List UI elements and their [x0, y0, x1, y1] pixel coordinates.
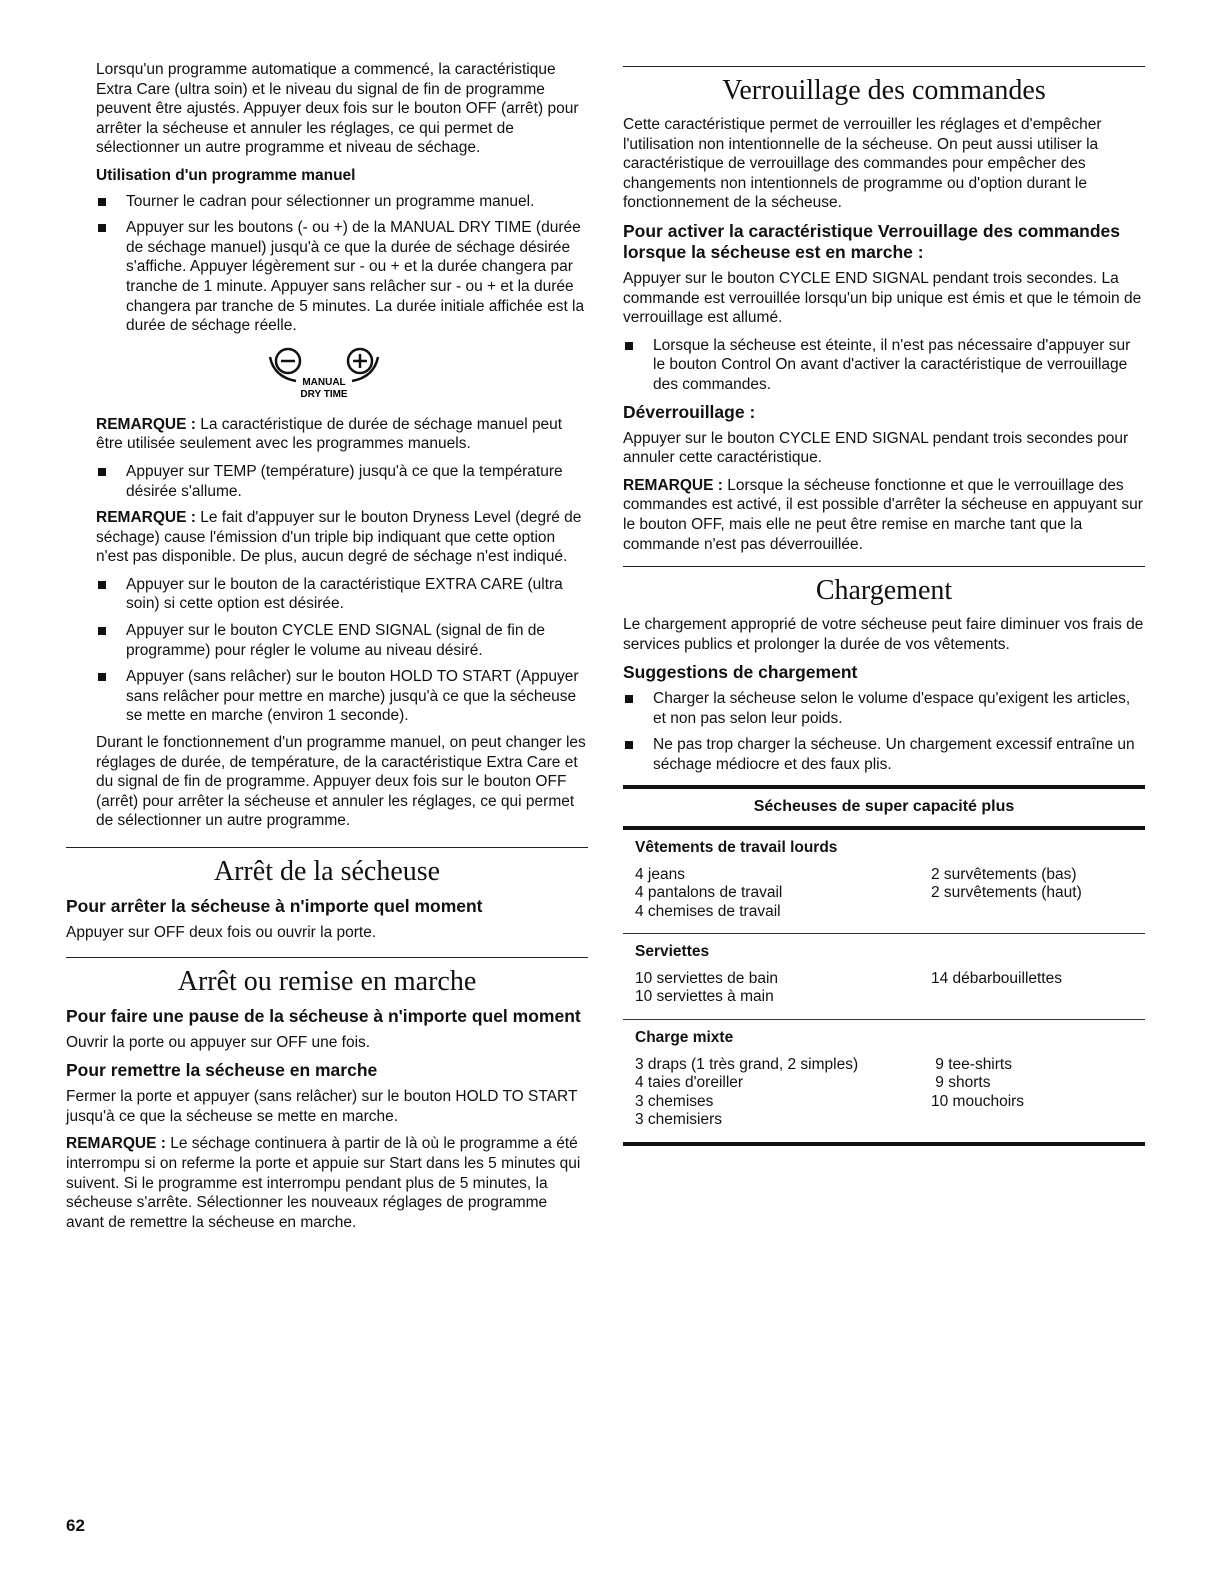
table-group-towels [623, 934, 1145, 1019]
unlock-subheading: Déverrouillage : [623, 401, 756, 422]
table-cell: 3 chemises [635, 1092, 714, 1110]
group-title: Vêtements de travail lourds [635, 839, 838, 857]
divider [66, 847, 588, 848]
remark-label: REMARQUE : [623, 476, 723, 494]
group-title: Serviettes [635, 943, 710, 961]
minus-plus-buttons-icon [256, 343, 396, 401]
remark-text: Le séchage continuera à partir de là où le programme a été interrompu si on referme la porte et appuie sur Start dans les 5 minutes qui suivent. Si le programme est interrompu pendant plus de 5 minutes, la sécheuse s'arrête. Sélectionner les nouveaux réglages de programme avant de remettre la sécheuse en marche. [66, 1135, 581, 1231]
manual-heading: Utilisation d'un programme manuel [96, 166, 356, 184]
list-item: Appuyer sur le bouton CYCLE END SIGNAL (signal de fin de programme) pour régler le volume au niveau désiré. [96, 621, 588, 660]
pause-text: Ouvrir la porte ou appuyer sur OFF une fois. [66, 1033, 371, 1051]
unlock-paragraph: Appuyer sur le bouton CYCLE END SIGNAL pendant trois secondes pour annuler cette caractéristique. [623, 429, 1129, 467]
remark-paragraph [623, 476, 1145, 554]
table-group-mixed [623, 1020, 1145, 1142]
pause-subheading: Pour faire une pause de la sécheuse à n'importe quel moment [66, 1005, 581, 1026]
remark-paragraph [66, 1134, 588, 1232]
table-cell: 2 survêtements (haut) [931, 884, 1082, 902]
suggest-bullets [623, 689, 1145, 774]
remark-block-2 [66, 508, 588, 567]
list-item: Lorsque la sécheuse est éteinte, il n'est pas nécessaire d'appuyer sur le bouton Control On avant d'activer la caractéristique de verrouillage des commandes. [623, 336, 1145, 395]
divider [66, 957, 588, 958]
list-item: Ne pas trop charger la sécheuse. Un chargement excessif entraîne un séchage médiocre et des faux plis. [623, 735, 1145, 774]
remark-label: REMARQUE : [96, 509, 196, 527]
list-item: Appuyer sur le bouton de la caractéristique EXTRA CARE (ultra soin) si cette option est désirée. [96, 575, 588, 614]
list-item: Appuyer sur les boutons (- ou +) de la MANUAL DRY TIME (durée de séchage manuel) jusqu'à ce que la durée de séchage désirée s'affiche. Appuyer légèrement sur - ou + et la durée changera par tranche de 1 minute. Appuyer sans relâcher sur - ou + et la durée changera par tranche de 5 minutes. La durée initiale affichée est la durée de séchage réelle. [96, 218, 588, 336]
table-cell: 4 pantalons de travail [635, 884, 783, 902]
remark-paragraph [96, 415, 588, 454]
lock-paragraph: Cette caractéristique permet de verrouiller les réglages et d'empêcher l'utilisation non intentionnelle de la sécheuse. On peut aussi utiliser la caractéristique de verrouillage des commandes pour empêcher des changements non intentionnels de programme ou d'option durant le fonctionnement de la sécheuse. [623, 116, 1102, 212]
right-column [623, 60, 1145, 1146]
remise-title: Arrêt ou remise en marche [177, 965, 477, 997]
table-title: Sécheuses de super capacité plus [753, 797, 1015, 815]
temp-bullets [96, 462, 588, 501]
list-item: Tourner le cadran pour sélectionner un programme manuel. [96, 192, 588, 212]
list-item: Appuyer (sans relâcher) sur le bouton HOLD TO START (Appuyer sans relâcher pour mettre en marche) jusqu'à ce que la sécheuse se mette en marche (environ 1 seconde). [96, 667, 588, 726]
restart-subheading: Pour remettre la sécheuse en marche [66, 1060, 378, 1081]
load-title: Chargement [815, 575, 953, 607]
suggest-subheading: Suggestions de chargement [623, 662, 858, 683]
remark-label: REMARQUE : [96, 415, 196, 433]
activate-paragraph: Appuyer sur le bouton CYCLE END SIGNAL pendant trois secondes. La commande est verrouillée lorsqu'un bip unique est émis et que le témoin de verrouillage est allumé. [623, 269, 1142, 327]
table-cell: 9 shorts [931, 1074, 991, 1092]
table-cell: 10 serviettes de bain [635, 969, 779, 987]
restart-text: Fermer la porte et appuyer (sans relâcher) sur le bouton HOLD TO START jusqu'à ce que la sécheuse se mette en marche. [66, 1088, 578, 1125]
table-cell: 4 chemises de travail [635, 902, 781, 920]
remark-text: Le fait d'appuyer sur le bouton Dryness Level (degré de séchage) cause l'émission d'un triple bip indiquant que cette option n'est pas disponible. De plus, aucun degré de séchage n'est indiqué. [96, 509, 582, 566]
dial-label-dry-time: DRY TIME [300, 388, 348, 400]
activate-bullets [623, 336, 1145, 395]
list-item: Appuyer sur TEMP (température) jusqu'à ce que la température désirée s'allume. [96, 462, 588, 501]
remark-paragraph [96, 508, 588, 567]
page-number: 62 [66, 1516, 85, 1535]
manual-dry-time-dial [66, 343, 588, 403]
lock-title: Verrouillage des commandes [722, 75, 1046, 106]
table-cell: 4 jeans [635, 865, 685, 883]
table-bottom-rule [623, 1142, 1145, 1146]
table-cell: 10 mouchoirs [931, 1092, 1025, 1110]
activate-subheading: Pour activer la caractéristique Verrouillage des commandes lorsque la sécheuse est en marche : [623, 220, 1121, 262]
remark-text: Lorsque la sécheuse fonctionne et que le verrouillage des commandes est activé, il est possible d'arrêter la sécheuse en appuyant sur le bouton OFF, mais elle ne peut être remise en marche tant que la commande n'est pas déverrouillée. [623, 476, 1143, 553]
table-cell: 14 débarbouillettes [931, 969, 1062, 987]
table-cell: 4 taies d'oreiller [635, 1074, 744, 1092]
list-item: Charger la sécheuse selon le volume d'espace qu'exigent les articles, et non pas selon leur poids. [623, 689, 1145, 728]
dial-label-manual: MANUAL [302, 376, 346, 388]
left-column [66, 60, 588, 1240]
durant-block [66, 733, 588, 831]
arret-text: Appuyer sur OFF deux fois ou ouvrir la porte. [66, 924, 377, 941]
remark-block-1 [66, 415, 588, 454]
table-cell: 9 tee-shirts [931, 1055, 1012, 1073]
intro-paragraph: Lorsqu'un programme automatique a commencé, la caractéristique Extra Care (ultra soin) et le niveau du signal de fin de programme peuvent être ajustés. Appuyer deux fois sur le bouton OFF (arrêt) pour arrêter la sécheuse et annuler les réglages, ce qui permet de sélectionner un autre programme et niveau de séchage. [96, 61, 579, 157]
table-group-work [623, 830, 1145, 933]
durant-paragraph: Durant le fonctionnement d'un programme manuel, on peut changer les réglages de durée, de température, de la caractéristique Extra Care et du signal de fin de programme. Appuyer deux fois sur le bouton OFF (arrêt) pour arrêter la sécheuse et annuler les réglages, ce qui permet de sélectionner un autre programme. [96, 734, 586, 830]
table-cell: 3 draps (1 très grand, 2 simples) [635, 1055, 859, 1073]
group-title: Charge mixte [635, 1028, 734, 1046]
load-paragraph: Le chargement approprié de votre sécheuse peut faire diminuer vos frais de services publics et prolonger la durée de vos vêtements. [623, 616, 1144, 653]
remark-text: La caractéristique de durée de séchage manuel peut être utilisée seulement avec les programmes manuels. [96, 415, 563, 453]
table-cell: 10 serviettes à main [635, 988, 774, 1006]
load-table [623, 785, 1145, 1146]
table-cell: 3 chemisiers [635, 1111, 722, 1129]
table-cell: 2 survêtements (bas) [931, 865, 1077, 883]
manual-bullets [96, 192, 588, 336]
option-bullets [96, 575, 588, 726]
manual-section [66, 60, 588, 186]
arret-title: Arrêt de la sécheuse [213, 856, 441, 887]
divider [623, 566, 1145, 567]
remark-label: REMARQUE : [66, 1135, 166, 1153]
arret-subheading: Pour arrêter la sécheuse à n'importe quel moment [66, 896, 483, 916]
divider [623, 66, 1145, 67]
